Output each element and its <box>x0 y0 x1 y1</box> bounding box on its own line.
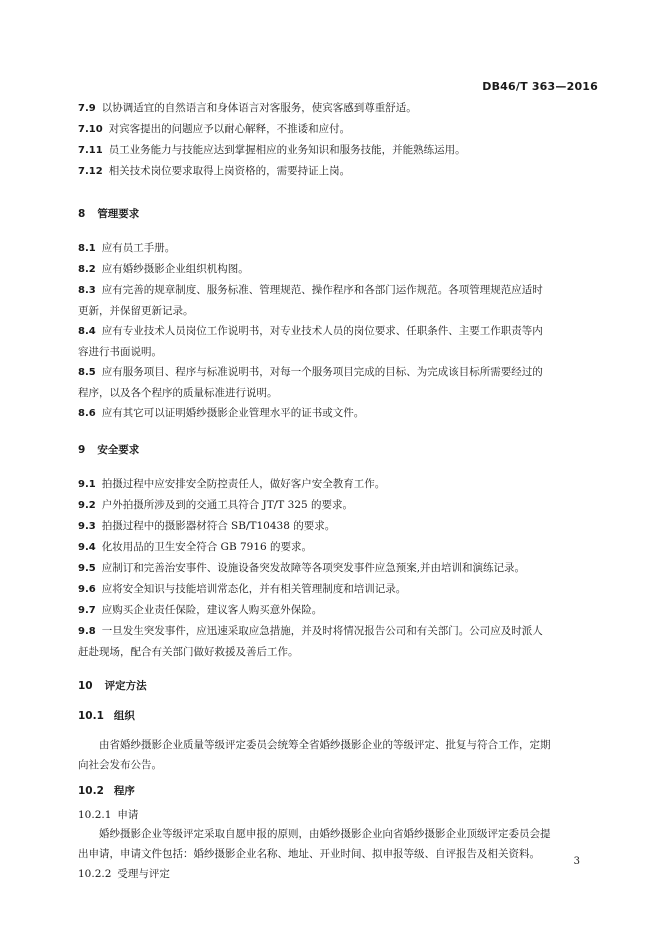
clause-8-5-cont: 程序，以及各个程序的质量标准进行说明。 <box>78 387 278 399</box>
section-8-heading <box>78 204 598 224</box>
clause-8-5 <box>78 362 598 383</box>
clause-9-6 <box>78 579 598 600</box>
clause-text: 应有服务项目、程序与标准说明书，对每一个服务项目完成的目标、为完成该目标所需要经过的 <box>101 366 543 378</box>
clause-number: 9.4 <box>78 542 96 553</box>
clause-text: 应有其它可以证明婚纱摄影企业管理水平的证书或文件。 <box>101 407 365 419</box>
clause-number: 8.1 <box>78 243 96 254</box>
clause-number: 7.9 <box>78 103 96 114</box>
clause-8-4-cont: 容进行书面说明。 <box>78 346 162 358</box>
clause-text: 应将安全知识与技能培训常态化，并有相关管理制度和培训记录。 <box>101 583 407 595</box>
clause-8-3-cont: 更新，并保留更新记录。 <box>78 305 194 317</box>
subsection-10-2-heading <box>78 781 598 801</box>
clause-number: 8.6 <box>78 408 96 419</box>
clause-7-11 <box>78 140 598 161</box>
page-number: 3 <box>573 856 580 867</box>
clause-number: 9.3 <box>78 521 96 532</box>
clause-9-1 <box>78 474 598 495</box>
clause-number: 8.5 <box>78 367 96 378</box>
section-10-heading <box>78 676 598 696</box>
subsection-title: 受理与评定 <box>117 868 170 880</box>
clause-9-8 <box>78 621 598 642</box>
subsection-10-2-1-para: 婚纱摄影企业等级评定采取自愿申报的原则，由婚纱摄影企业向省婚纱摄影企业顶级评定委员会提 <box>99 828 551 840</box>
clause-number: 9.5 <box>78 563 96 574</box>
clause-number: 7.12 <box>78 166 103 177</box>
page-body <box>78 98 598 884</box>
clause-9-2 <box>78 495 598 516</box>
clause-number: 9.6 <box>78 584 96 595</box>
clause-text: 相关技术岗位要求取得上岗资格的，需要持证上岗。 <box>108 165 351 177</box>
clause-9-3 <box>78 516 598 537</box>
clause-text: 员工业务能力与技能应达到掌握相应的业务知识和服务技能，并能熟练运用。 <box>108 144 466 156</box>
section-number: 9 <box>78 444 86 456</box>
clause-7-10 <box>78 119 598 140</box>
clause-text: 应有员工手册。 <box>101 242 176 254</box>
clause-8-2 <box>78 259 598 280</box>
clause-text: 应有婚纱摄影企业组织机构图。 <box>101 263 249 275</box>
clause-number: 9.8 <box>78 626 96 637</box>
subsection-number: 10.2.1 <box>78 809 112 821</box>
subsection-number: 10.2 <box>78 785 104 797</box>
clause-number: 9.1 <box>78 479 96 490</box>
subsection-10-2-1-para-cont: 出申请，申请文件包括：婚纱摄影企业名称、地址、开业时间、拟申报等级、自评报告及相关资料。 <box>78 848 540 860</box>
clause-9-5 <box>78 558 598 579</box>
subsection-10-2-2-heading <box>78 864 598 884</box>
section-9-list <box>78 474 598 662</box>
clause-text: 拍摄过程中应安排安全防控责任人，做好客户安全教育工作。 <box>101 478 386 490</box>
clause-number: 9.2 <box>78 500 96 511</box>
clause-8-3 <box>78 280 598 301</box>
subsection-number: 10.1 <box>78 710 104 722</box>
clause-number: 7.10 <box>78 124 103 135</box>
section-number: 10 <box>78 680 93 692</box>
section-9-heading <box>78 440 598 460</box>
clause-9-7 <box>78 600 598 621</box>
clause-text: 以协调适宜的自然语言和身体语言对客服务，使宾客感到尊重舒适。 <box>101 102 417 114</box>
section-title: 管理要求 <box>97 208 140 220</box>
clause-8-6 <box>78 403 598 424</box>
clause-8-4 <box>78 321 598 342</box>
subsection-10-2-1-heading <box>78 805 598 825</box>
section-8-list <box>78 238 598 424</box>
clause-7-9 <box>78 98 598 119</box>
clause-number: 7.11 <box>78 145 103 156</box>
clause-number: 8.3 <box>78 285 96 296</box>
subsection-number: 10.2.2 <box>78 868 112 880</box>
clause-number: 8.2 <box>78 264 96 275</box>
clause-text: 一旦发生突发事件，应迅速采取应急措施，并及时将情况报告公司和有关部门。公司应及时派人 <box>101 625 543 637</box>
clause-text: 应购买企业责任保险，建议客人购买意外保险。 <box>101 604 323 616</box>
clause-text: 对宾客提出的问题应予以耐心解释，不推诿和应付。 <box>108 123 351 135</box>
clause-text: 应有专业技术人员岗位工作说明书，对专业技术人员的岗位要求、任职条件、主要工作职责等内 <box>101 325 543 337</box>
clause-text: 拍摄过程中的摄影器材符合 SB/T10438 的要求。 <box>101 520 336 532</box>
subsection-10-1-heading <box>78 706 598 726</box>
clause-7-12 <box>78 161 598 182</box>
section-title: 安全要求 <box>97 444 140 456</box>
section-7-list <box>78 98 598 182</box>
section-number: 8 <box>78 208 86 220</box>
clause-number: 9.7 <box>78 605 96 616</box>
clause-text: 户外拍摄所涉及到的交通工具符合 JT/T 325 的要求。 <box>101 499 354 511</box>
section-title: 评定方法 <box>104 680 147 692</box>
subsection-title: 组织 <box>113 710 135 722</box>
clause-text: 化妆用品的卫生安全符合 GB 7916 的要求。 <box>101 541 313 553</box>
document-code: DB46/T 363—2016 <box>482 80 598 93</box>
subsection-title: 程序 <box>113 785 135 797</box>
clause-number: 8.4 <box>78 326 96 337</box>
clause-8-1 <box>78 238 598 259</box>
clause-text: 应制订和完善治安事件、设施设备突发故障等各项突发事件应急预案,并由培训和演练记录。 <box>101 562 526 574</box>
clause-9-4 <box>78 537 598 558</box>
clause-9-8-cont: 赶赴现场，配合有关部门做好救援及善后工作。 <box>78 646 299 658</box>
subsection-10-1-para-cont: 向社会发布公告。 <box>78 759 162 771</box>
subsection-10-1-para: 由省婚纱摄影企业质量等级评定委员会统筹全省婚纱摄影企业的等级评定、批复与符合工作，定期 <box>99 739 551 751</box>
clause-text: 应有完善的规章制度、服务标准、管理规范、操作程序和各部门运作规范。各项管理规范应适时 <box>101 284 543 296</box>
subsection-title: 申请 <box>117 809 139 821</box>
